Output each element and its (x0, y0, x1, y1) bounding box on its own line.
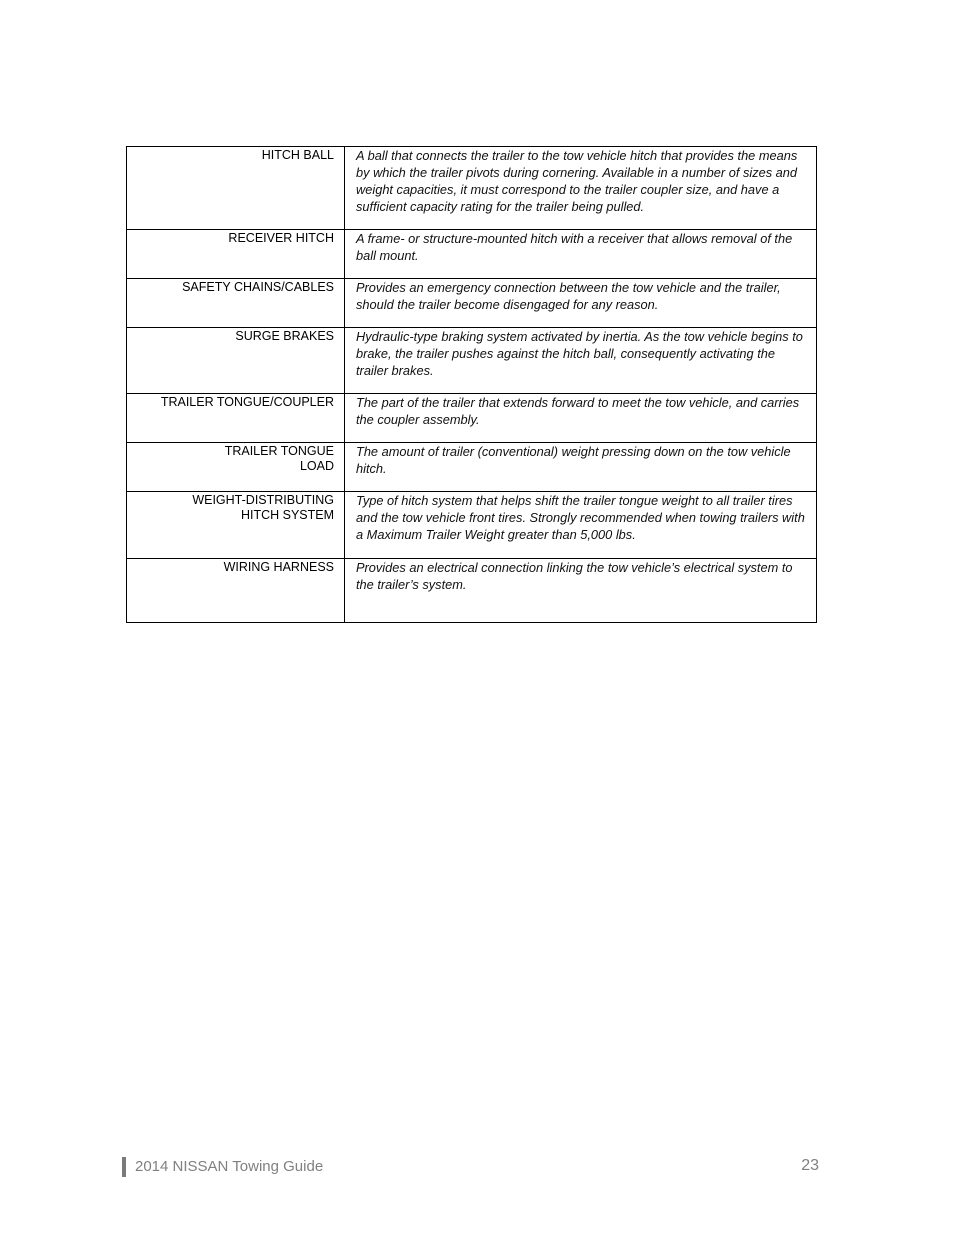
term-cell: TRAILER TONGUE/COUPLER (127, 394, 345, 443)
table-row (127, 147, 817, 230)
page-number: 23 (801, 1157, 819, 1174)
table-row (127, 443, 817, 492)
term-cell: TRAILER TONGUE LOAD (127, 443, 345, 492)
definition-cell: The part of the trailer that extends forward to meet the tow vehicle, and carries the coupler assembly. (345, 394, 817, 443)
table-row (127, 492, 817, 559)
footer-title: 2014 NISSAN Towing Guide (135, 1158, 324, 1175)
glossary-table (126, 146, 817, 623)
term-cell: RECEIVER HITCH (127, 230, 345, 279)
definition-cell: Type of hitch system that helps shift the trailer tongue weight to all trailer tires and the tow vehicle front tires. Strongly recommended when towing trailers with a Maximum Trailer Weight greater than 5,000 lbs. (345, 492, 817, 559)
term-cell: SAFETY CHAINS/CABLES (127, 279, 345, 328)
definition-cell: Provides an electrical connection linking the tow vehicle’s electrical system to the trailer’s system. (345, 559, 817, 623)
definition-cell: A ball that connects the trailer to the tow vehicle hitch that provides the means by which the trailer pivots during cornering. Available in a number of sizes and weight capacities, it must correspond to the trailer coupler size, and have a sufficient capacity rating for the trailer being pulled. (345, 147, 817, 230)
definition-cell: Hydraulic-type braking system activated by inertia. As the tow vehicle begins to brake, the trailer pushes against the hitch ball, consequently activating the trailer brakes. (345, 328, 817, 394)
definition-cell: The amount of trailer (conventional) weight pressing down on the tow vehicle hitch. (345, 443, 817, 492)
page-footer (122, 1157, 819, 1177)
table-row (127, 328, 817, 394)
table-row (127, 394, 817, 443)
table-row (127, 559, 817, 623)
term-cell: HITCH BALL (127, 147, 345, 230)
footer-accent-bar (122, 1157, 126, 1177)
definition-cell: A frame- or structure-mounted hitch with a receiver that allows removal of the ball mount. (345, 230, 817, 279)
term-cell: SURGE BRAKES (127, 328, 345, 394)
term-cell: WEIGHT-DISTRIBUTING HITCH SYSTEM (127, 492, 345, 559)
table-row (127, 279, 817, 328)
table-row (127, 230, 817, 279)
term-cell: WIRING HARNESS (127, 559, 345, 623)
definition-cell: Provides an emergency connection between the tow vehicle and the trailer, should the trailer become disengaged for any reason. (345, 279, 817, 328)
